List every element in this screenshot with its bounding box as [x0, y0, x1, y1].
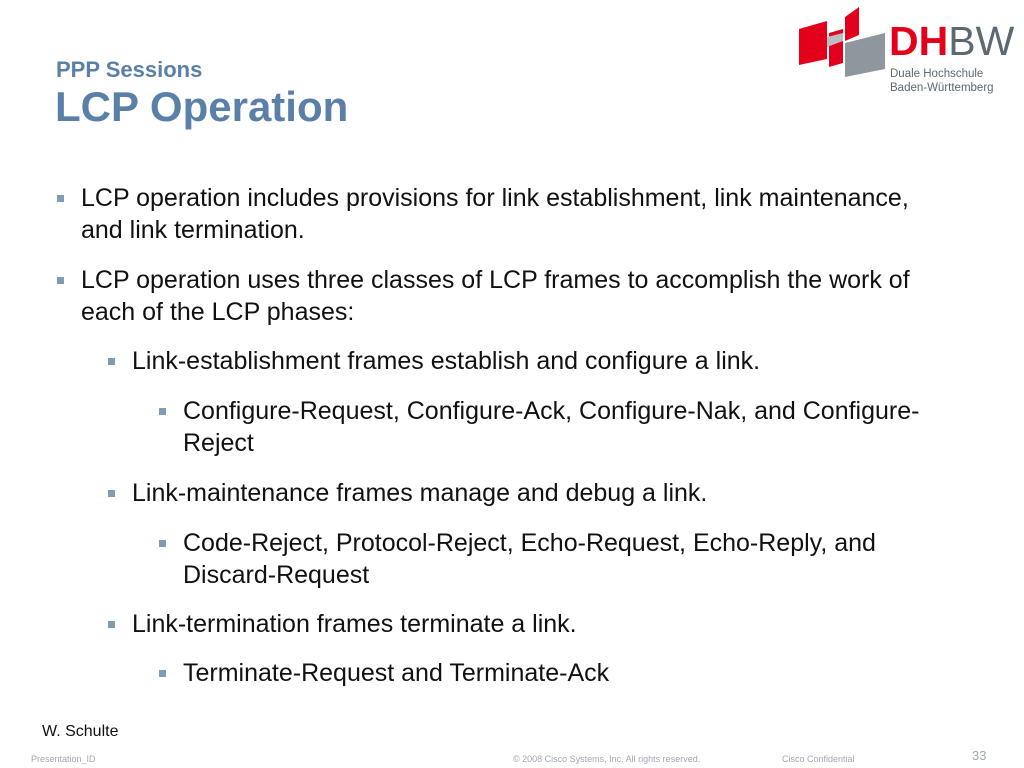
- copyright-notice: © 2008 Cisco Systems, Inc. All rights reserved.: [513, 754, 701, 764]
- square-bullet-icon: [57, 195, 64, 202]
- bullet-item: [81, 182, 951, 246]
- slide-title: LCP Operation: [55, 83, 349, 130]
- bullet-text: Configure-Request, Configure-Ack, Configure-Nak, and Configure-Reject: [183, 397, 920, 457]
- author-name: W. Schulte: [42, 723, 119, 740]
- logo-subtitle: [890, 67, 994, 95]
- square-bullet-icon: [57, 277, 64, 284]
- bullet-item: [132, 345, 952, 377]
- logo-line2: Baden-Württemberg: [890, 82, 994, 94]
- bullet-text: Link-maintenance frames manage and debug a link.: [132, 479, 708, 507]
- logo-brand-bw: BW: [948, 18, 1015, 64]
- square-bullet-icon: [159, 540, 166, 547]
- logo-brand-dh: DH: [889, 18, 949, 64]
- dhbw-logo: [797, 7, 1017, 97]
- bullet-item: [183, 395, 953, 459]
- logo-wordmark: [889, 18, 1015, 64]
- bullet-item: [183, 527, 953, 591]
- bullet-text: Terminate-Request and Terminate-Ack: [183, 659, 610, 687]
- square-bullet-icon: [108, 621, 115, 628]
- bullet-item: [81, 264, 951, 328]
- bullet-item: [132, 477, 952, 509]
- bullet-text: LCP operation includes provisions for link establishment, link maintenance, and link termination.: [81, 184, 909, 244]
- page-number: 33: [972, 748, 987, 763]
- presentation-id: Presentation_ID: [31, 754, 96, 764]
- logo-line1: Duale Hochschule: [890, 68, 984, 80]
- bullet-text: Link-termination frames terminate a link.: [132, 610, 577, 638]
- dhbw-logo-mark-icon: [797, 7, 887, 87]
- square-bullet-icon: [159, 670, 166, 677]
- square-bullet-icon: [108, 358, 115, 365]
- bullet-text: Code-Reject, Protocol-Reject, Echo-Request, Echo-Reply, and Discard-Request: [183, 529, 876, 589]
- square-bullet-icon: [108, 490, 115, 497]
- slide-subtitle: PPP Sessions: [56, 57, 203, 82]
- bullet-text: LCP operation uses three classes of LCP frames to accomplish the work of each of the LCP phases:: [81, 266, 910, 326]
- confidential-label: Cisco Confidential: [782, 754, 855, 764]
- bullet-item: [183, 657, 953, 689]
- square-bullet-icon: [159, 408, 166, 415]
- bullet-text: Link-establishment frames establish and configure a link.: [132, 347, 761, 375]
- bullet-item: [132, 608, 952, 640]
